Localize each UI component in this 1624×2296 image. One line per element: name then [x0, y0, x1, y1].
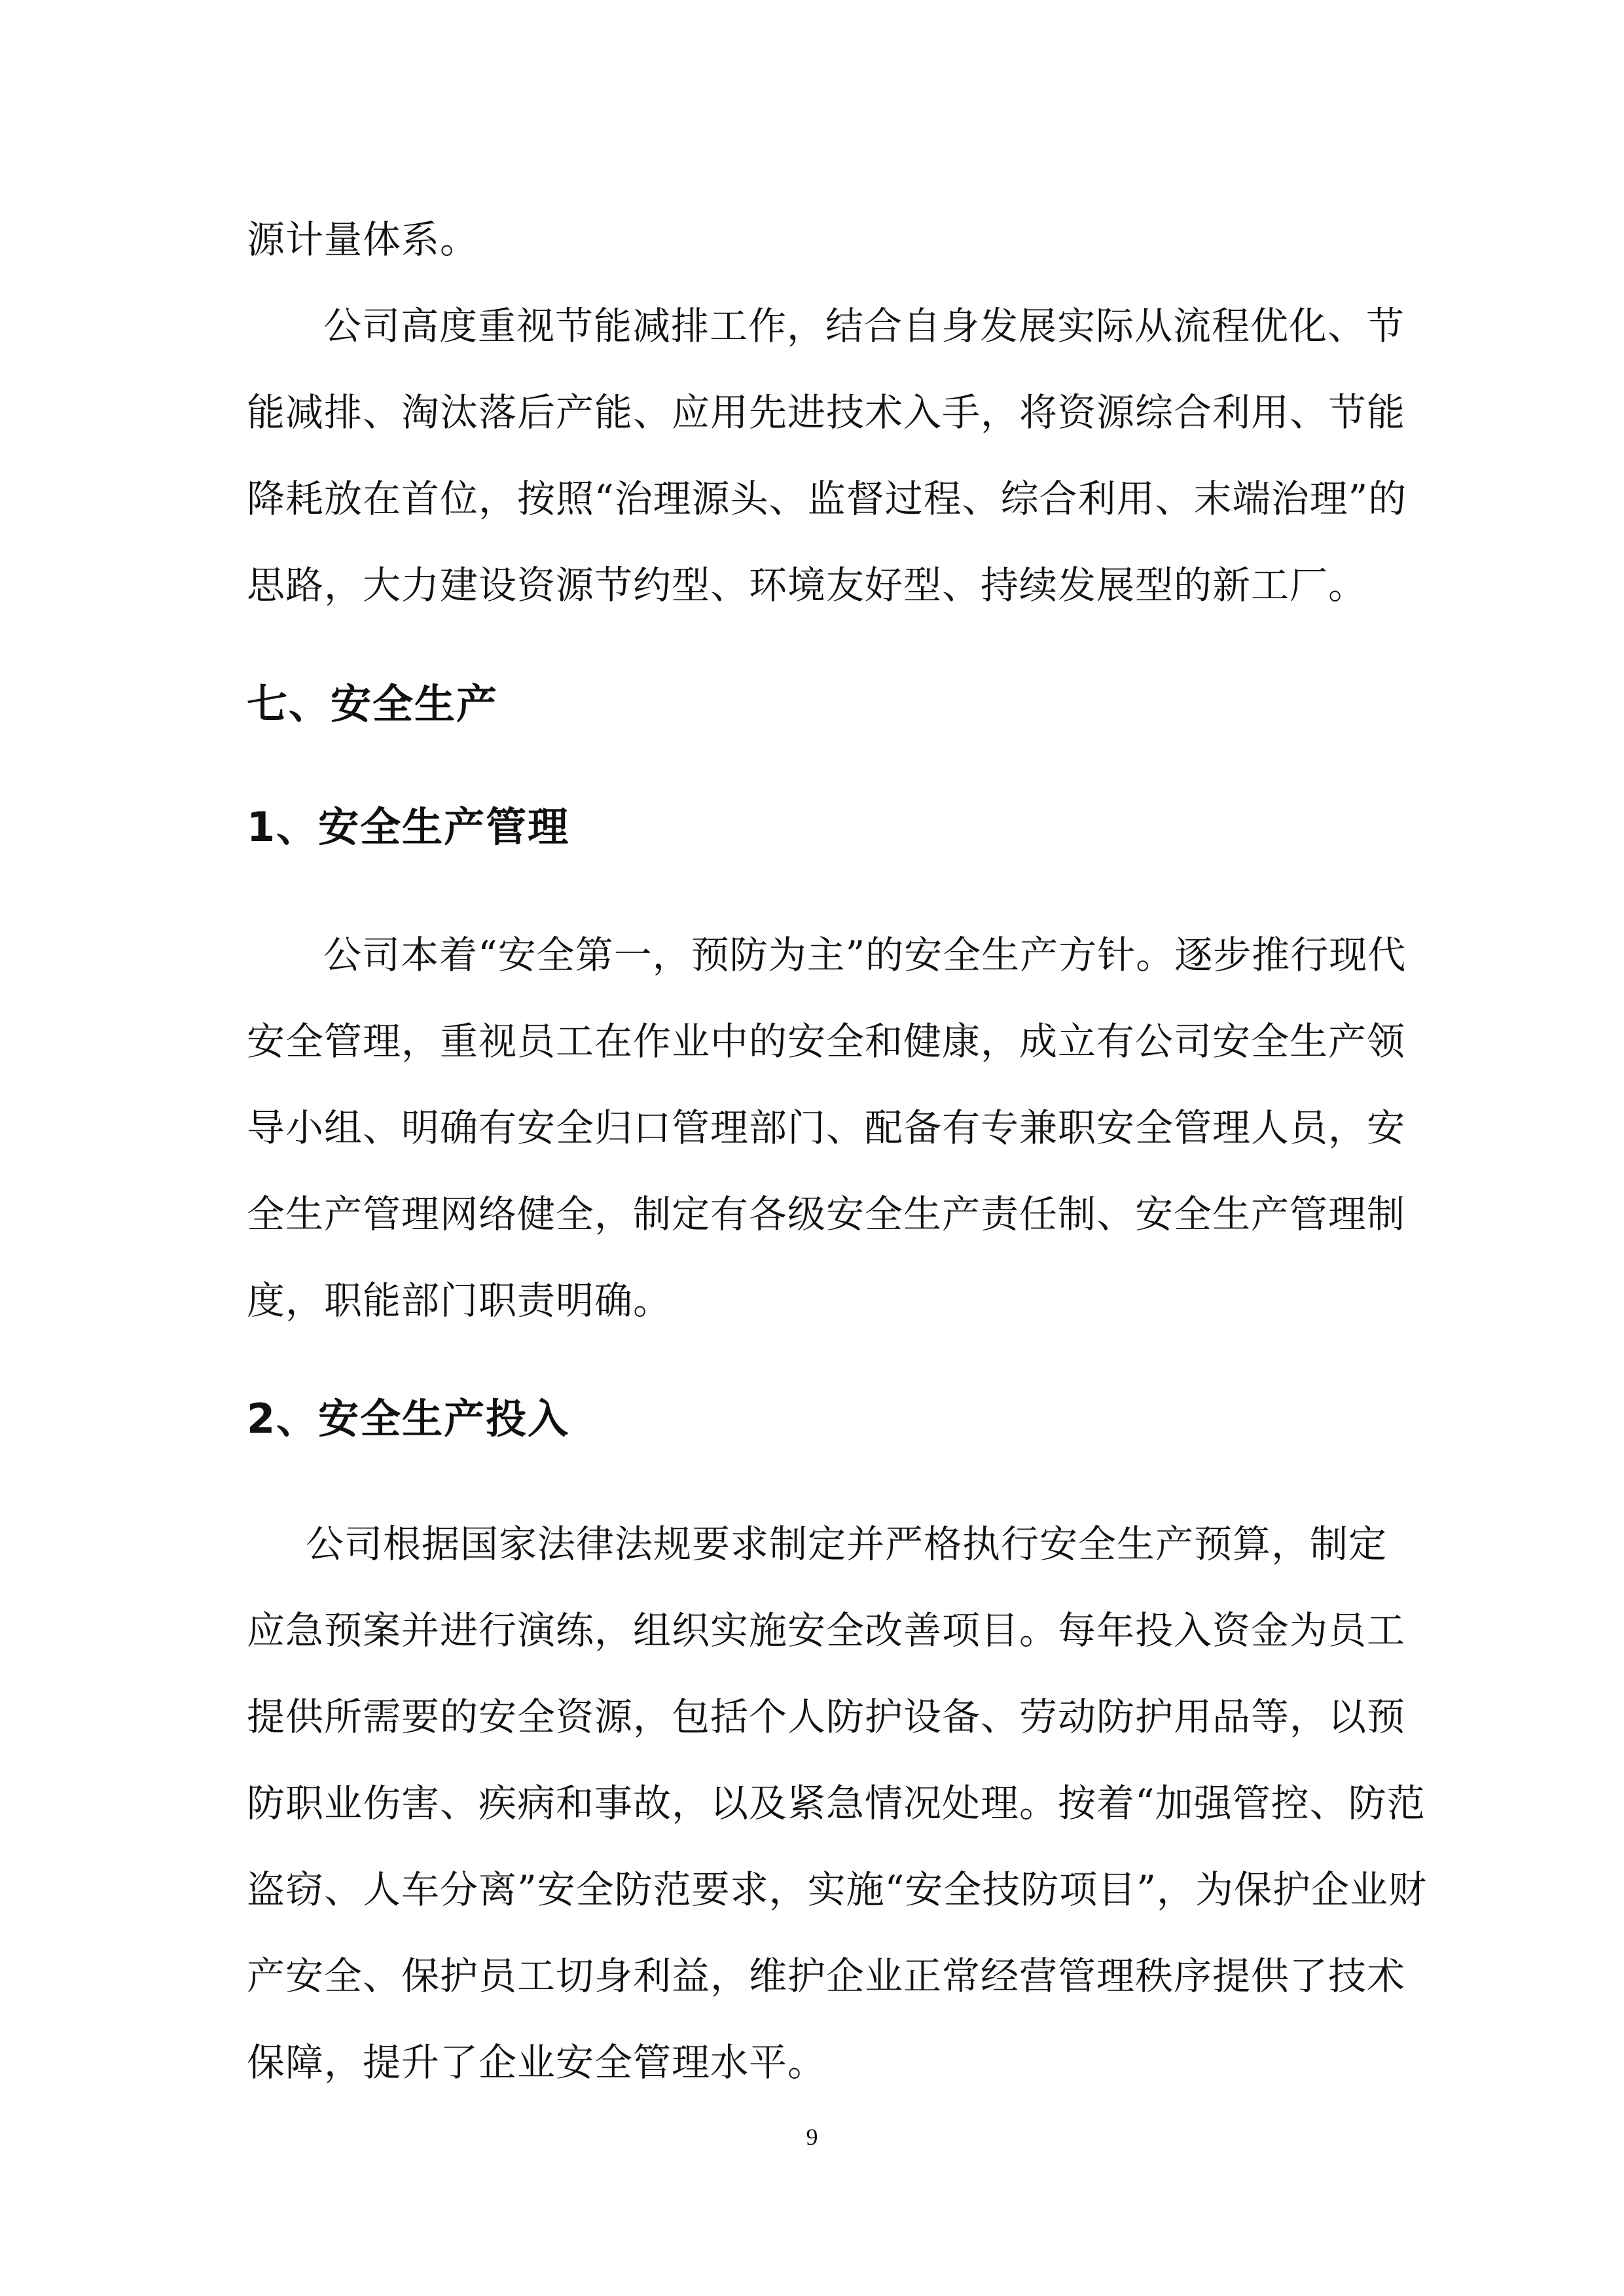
- paragraph-energy-saving: [247, 283, 1407, 628]
- paragraph-line: 提供所需要的安全资源，包括个人防护设备、劳动防护用品等，以预: [247, 1695, 1406, 1739]
- paragraph-line: 降耗放在首位，按照“治理源头、监督过程、综合利用、末端治理”的: [247, 476, 1407, 521]
- paragraph-safety-management: [247, 912, 1407, 1344]
- paragraph-line: 源计量体系。: [247, 217, 479, 262]
- subsection-heading-investment: 2、安全生产投入: [247, 1395, 570, 1443]
- paragraph-line: 公司本着“安全第一，预防为主”的安全生产方针。逐步推行现代: [323, 933, 1407, 977]
- paragraph-line: 防职业伤害、疾病和事故，以及紧急情况处理。按着“加强管控、防范: [247, 1781, 1426, 1825]
- paragraph-line: 能减排、淘汰落后产能、应用先进技术入手，将资源综合利用、节能: [247, 390, 1406, 435]
- paragraph-line: 全生产管理网络健全，制定有各级安全生产责任制、安全生产管理制: [247, 1192, 1406, 1236]
- section-heading: 七、安全生产: [247, 680, 499, 728]
- paragraph-line: 导小组、明确有安全归口管理部门、配备有专兼职安全管理人员，安: [247, 1105, 1406, 1150]
- paragraph-line: 应急预案并进行演练，组织实施安全改善项目。每年投入资金为员工: [247, 1608, 1406, 1653]
- paragraph-line: 产安全、保护员工切身利益，维护企业正常经营管理秩序提供了技术: [247, 1954, 1406, 1998]
- paragraph-line: 安全管理，重视员工在作业中的安全和健康，成立有公司安全生产领: [247, 1019, 1406, 1064]
- paragraph-line: 思路，大力建设资源节约型、环境友好型、持续发展型的新工厂。: [247, 563, 1367, 607]
- paragraph-safety-investment: [247, 1501, 1427, 2106]
- paragraph-line: 保障，提升了企业安全管理水平。: [247, 2040, 827, 2085]
- page-number: 9: [806, 2124, 818, 2150]
- paragraph-line: 公司根据国家法律法规要求制定并严格执行安全生产预算，制定: [306, 1522, 1388, 1566]
- document-body: [247, 196, 1427, 2106]
- paragraph-line: 盗窃、人车分离”安全防范要求，实施“安全技防项目”，为保护企业财: [247, 1867, 1427, 1912]
- paragraph-line: 公司高度重视节能减排工作，结合自身发展实际从流程优化、节: [323, 304, 1405, 348]
- subsection-heading-management: 1、安全生产管理: [247, 803, 570, 851]
- paragraph-line: 度，职能部门职责明确。: [247, 1278, 672, 1323]
